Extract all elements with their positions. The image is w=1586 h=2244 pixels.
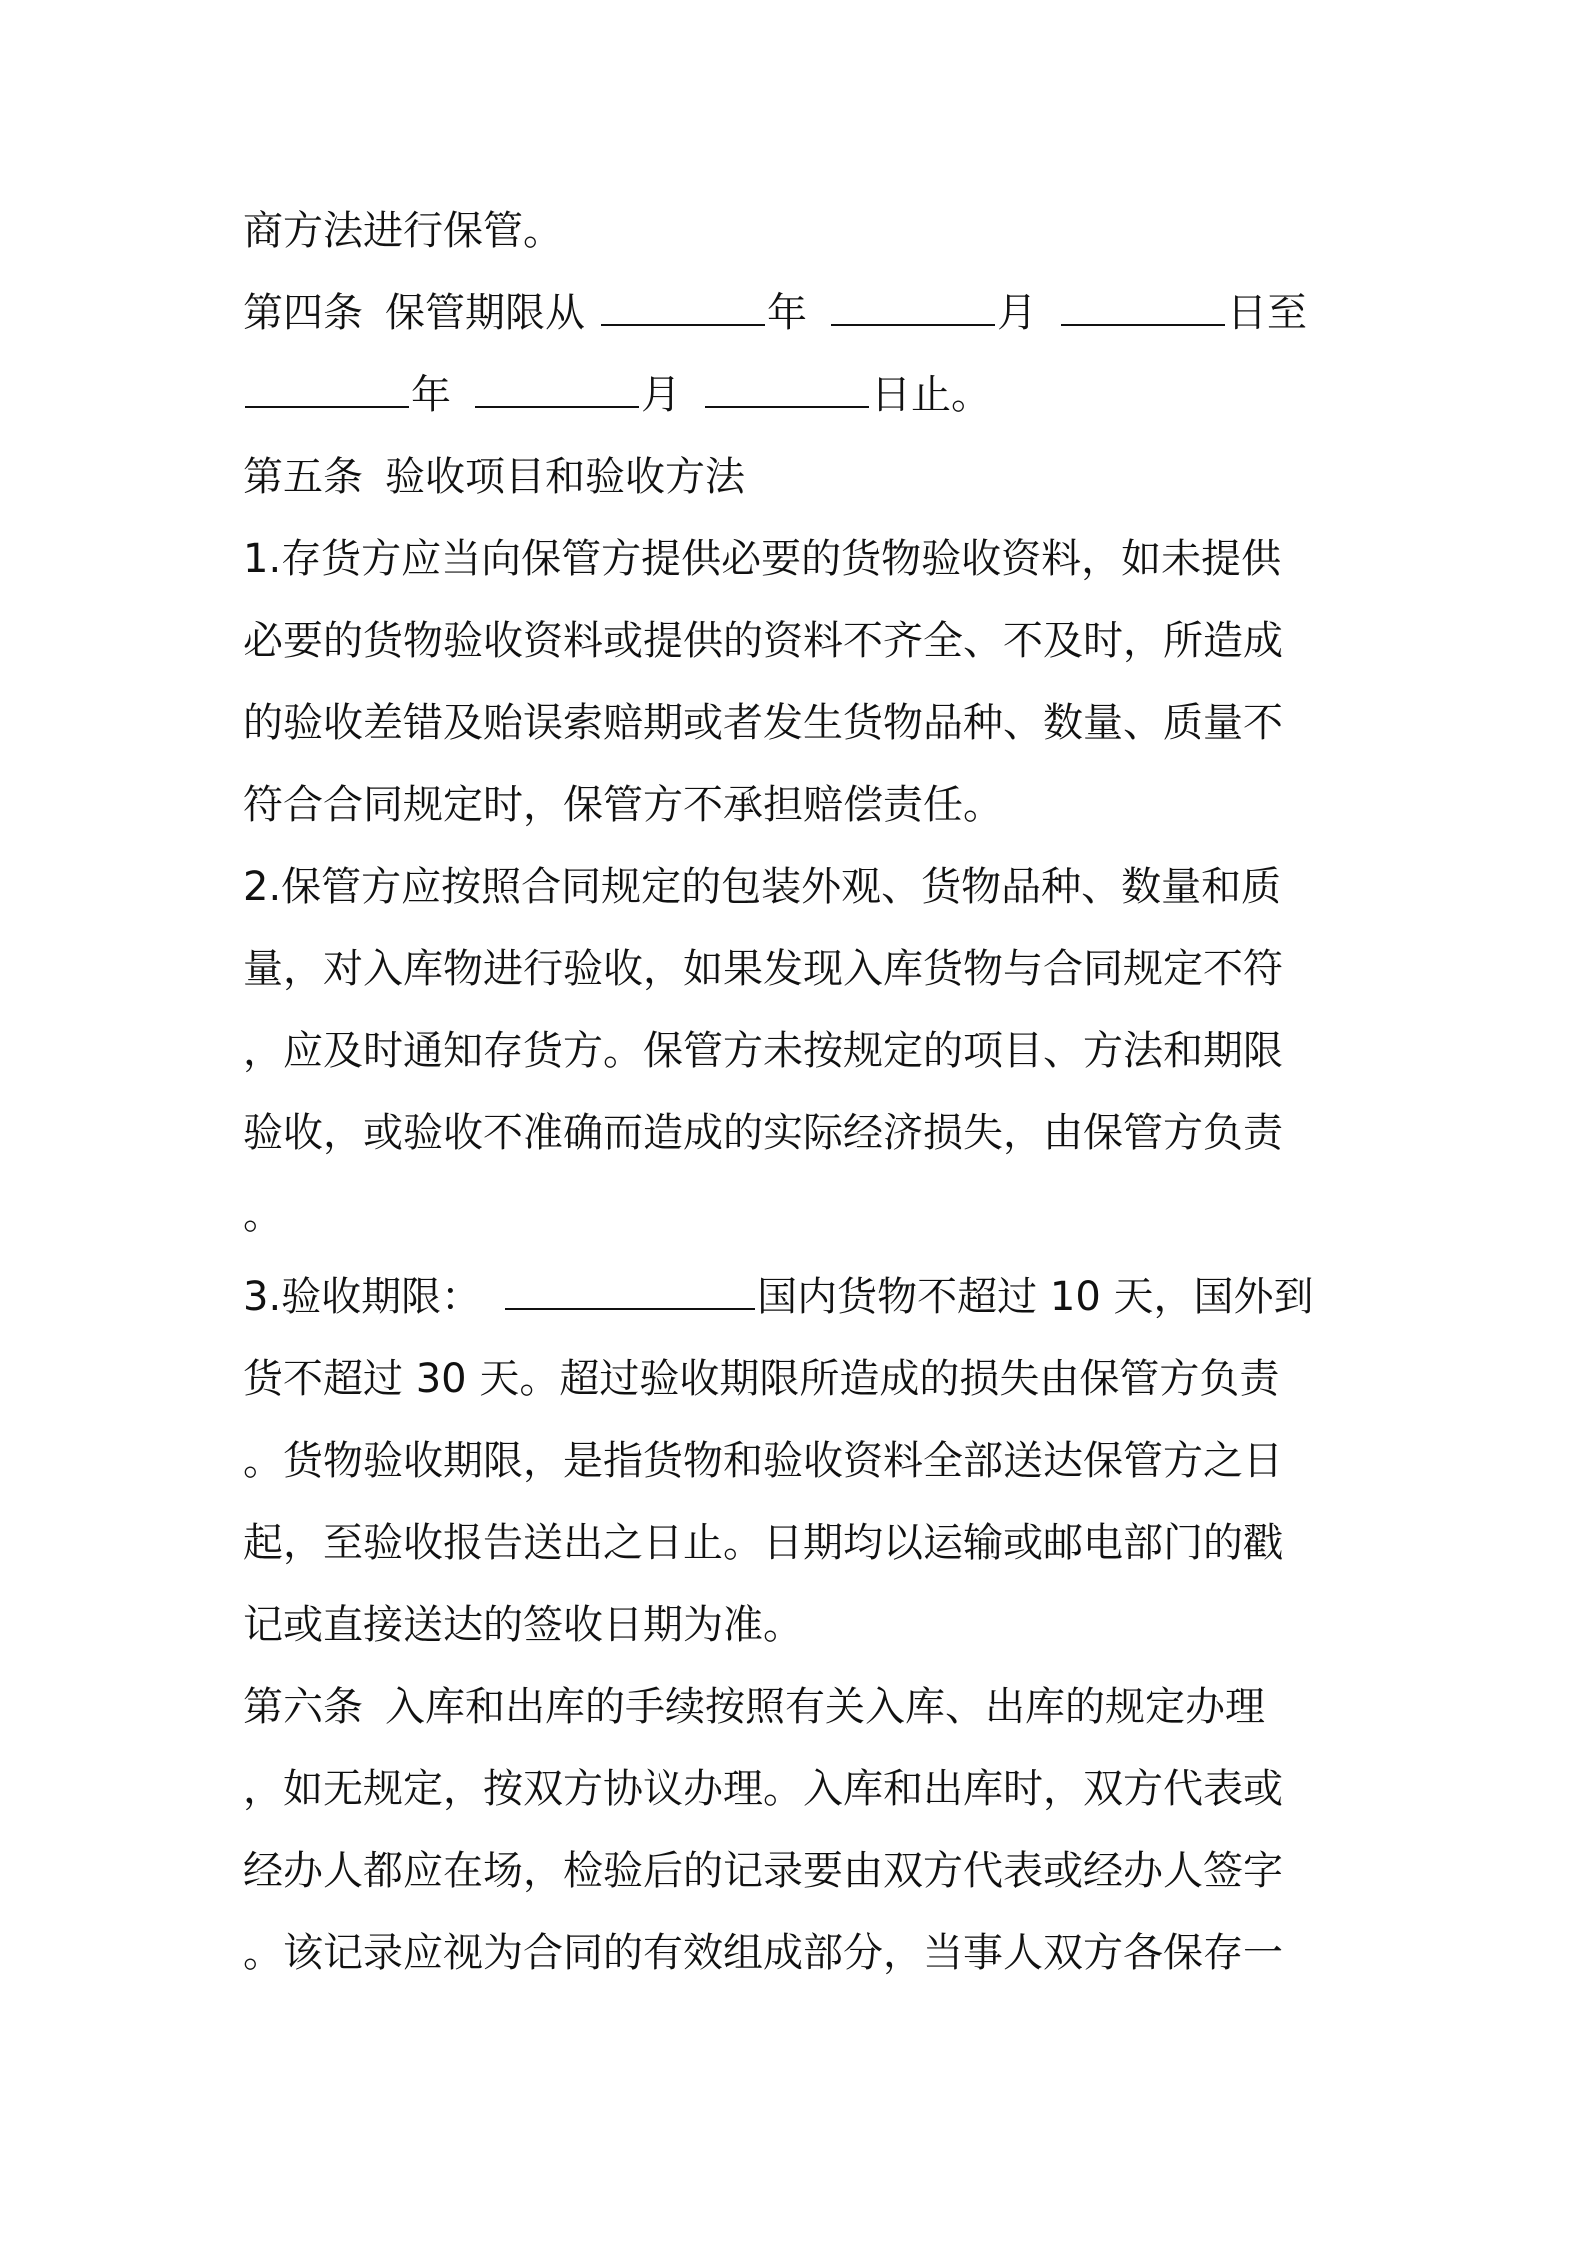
article-5-heading: 第五条 验收项目和验收方法 bbox=[243, 454, 745, 500]
paragraph-line: 经办人都应在场，检验后的记录要由双方代表或经办人签字 bbox=[243, 1848, 1283, 1894]
paragraph-line: ，应及时通知存货方。保管方未按规定的项目、方法和期限 bbox=[243, 1028, 1283, 1074]
blank-field[interactable] bbox=[505, 1307, 755, 1310]
paragraph-line: 。货物验收期限，是指货物和验收资料全部送达保管方之日 bbox=[243, 1438, 1283, 1484]
paragraph-line: 货不超过 30 天。超过验收期限所造成的损失由保管方负责 bbox=[243, 1356, 1280, 1402]
paragraph-line: 记或直接送达的签收日期为准。 bbox=[243, 1602, 803, 1648]
blank-field[interactable] bbox=[601, 323, 765, 326]
blank-field[interactable] bbox=[475, 405, 639, 408]
article-number: 第五条 bbox=[243, 454, 363, 500]
blank-field[interactable] bbox=[705, 405, 869, 408]
paragraph-line: 1.存货方应当向保管方提供必要的货物验收资料，如未提供 bbox=[243, 536, 1282, 582]
paragraph-line: 2.保管方应按照合同规定的包装外观、货物品种、数量和质 bbox=[243, 864, 1282, 910]
paragraph-line: 的验收差错及贻误索赔期或者发生货物品种、数量、质量不 bbox=[243, 700, 1283, 746]
blank-field[interactable] bbox=[831, 323, 995, 326]
paragraph-line: 。 bbox=[243, 1192, 283, 1238]
article-4-line-2: 年 月 日止。 bbox=[243, 354, 1363, 436]
item-3-line-1: 3.验收期限： 国内货物不超过 10 天，国外到 bbox=[243, 1274, 1314, 1320]
article-6-line-1: 第六条 入库和出库的手续按照有关入库、出库的规定办理 bbox=[243, 1684, 1265, 1730]
paragraph-line: 必要的货物验收资料或提供的资料不齐全、不及时，所造成 bbox=[243, 618, 1283, 664]
blank-field[interactable] bbox=[245, 405, 409, 408]
paragraph-line: 商方法进行保管。 bbox=[243, 208, 563, 254]
paragraph-line: ，如无规定，按双方协议办理。入库和出库时，双方代表或 bbox=[243, 1766, 1283, 1812]
paragraph-line: 。该记录应视为合同的有效组成部分，当事人双方各保存一 bbox=[243, 1930, 1283, 1976]
paragraph-line: 验收，或验收不准确而造成的实际经济损失，由保管方负责 bbox=[243, 1110, 1283, 1156]
blank-field[interactable] bbox=[1061, 323, 1225, 326]
article-number: 第四条 bbox=[243, 290, 363, 336]
paragraph-line: 起，至验收报告送出之日止。日期均以运输或邮电部门的戳 bbox=[243, 1520, 1283, 1566]
paragraph-line: 符合合同规定时，保管方不承担赔偿责任。 bbox=[243, 782, 1003, 828]
paragraph-line: 量，对入库物进行验收，如果发现入库货物与合同规定不符 bbox=[243, 946, 1283, 992]
document-body bbox=[243, 190, 1363, 1994]
article-4-line-1: 第四条 保管期限从 年 月 日至 bbox=[243, 290, 1307, 336]
article-number: 第六条 bbox=[243, 1684, 363, 1730]
